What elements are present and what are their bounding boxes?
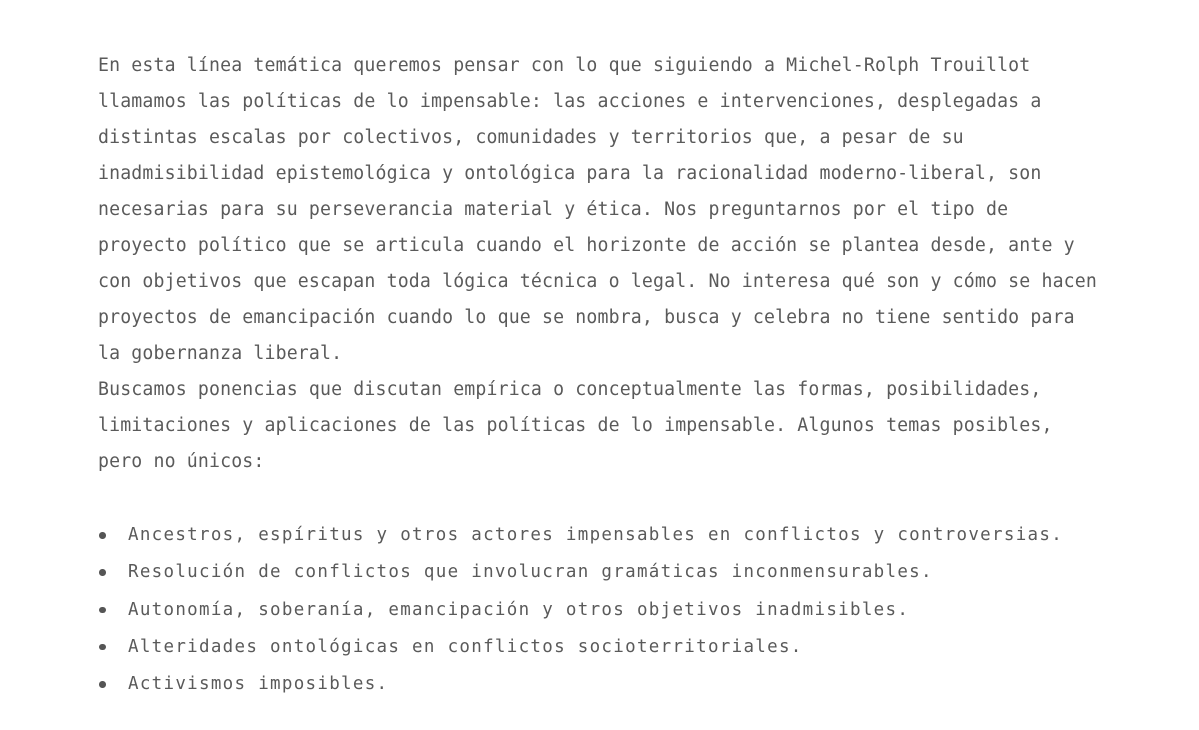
bullet-icon [99,644,106,651]
list-item [98,666,1108,703]
bullet-icon [99,532,106,539]
list-item [98,554,1108,591]
bullet-icon [99,607,106,614]
bullet-icon [99,569,106,576]
intro-paragraph: En esta línea temática queremos pensar con lo que siguiendo a Michel-Rolph Trouillot llamamos las políticas de lo impensable: las acciones e intervenciones, desplegadas a distintas escalas por colectivos, comunidades y territorios que, a pesar de su inadmisibilidad epistemológica y ontológica para la racionalidad moderno-liberal, son necesarias para su perseverancia material y ética. Nos preguntarnos por el tipo de proyecto político que se articula cuando el horizonte de acción se plantea desde, ante y con objetivos que escapan toda lógica técnica o legal. No interesa qué son y cómo se hacen proyectos de emancipación cuando lo que se nombra, busca y celebra no tiene sentido para la gobernanza liberal. [98,55,1097,364]
list-item-text: Resolución de conflictos que involucran gramáticas inconmensurables. [128,562,933,583]
list-item [98,629,1108,666]
call-paragraph: Buscamos ponencias que discutan empírica o conceptualmente las formas, posibilidades, limitaciones y aplicaciones de las políticas de lo impensable. Algunos temas posibles, pero no únicos: [98,379,1053,472]
document-body [98,48,1108,703]
list-item [98,592,1108,629]
list-item-text: Activismos imposibles. [128,674,389,695]
bullet-icon [99,681,106,688]
list-item-text: Alteridades ontológicas en conflictos socioterritoriales. [128,636,803,657]
list-item-text: Autonomía, soberanía, emancipación y otros objetivos inadmisibles. [128,599,910,620]
list-item-text: Ancestros, espíritus y otros actores impensables en conflictos y controversias. [128,525,1064,545]
topic-list [98,517,1108,703]
list-item [98,517,1108,554]
